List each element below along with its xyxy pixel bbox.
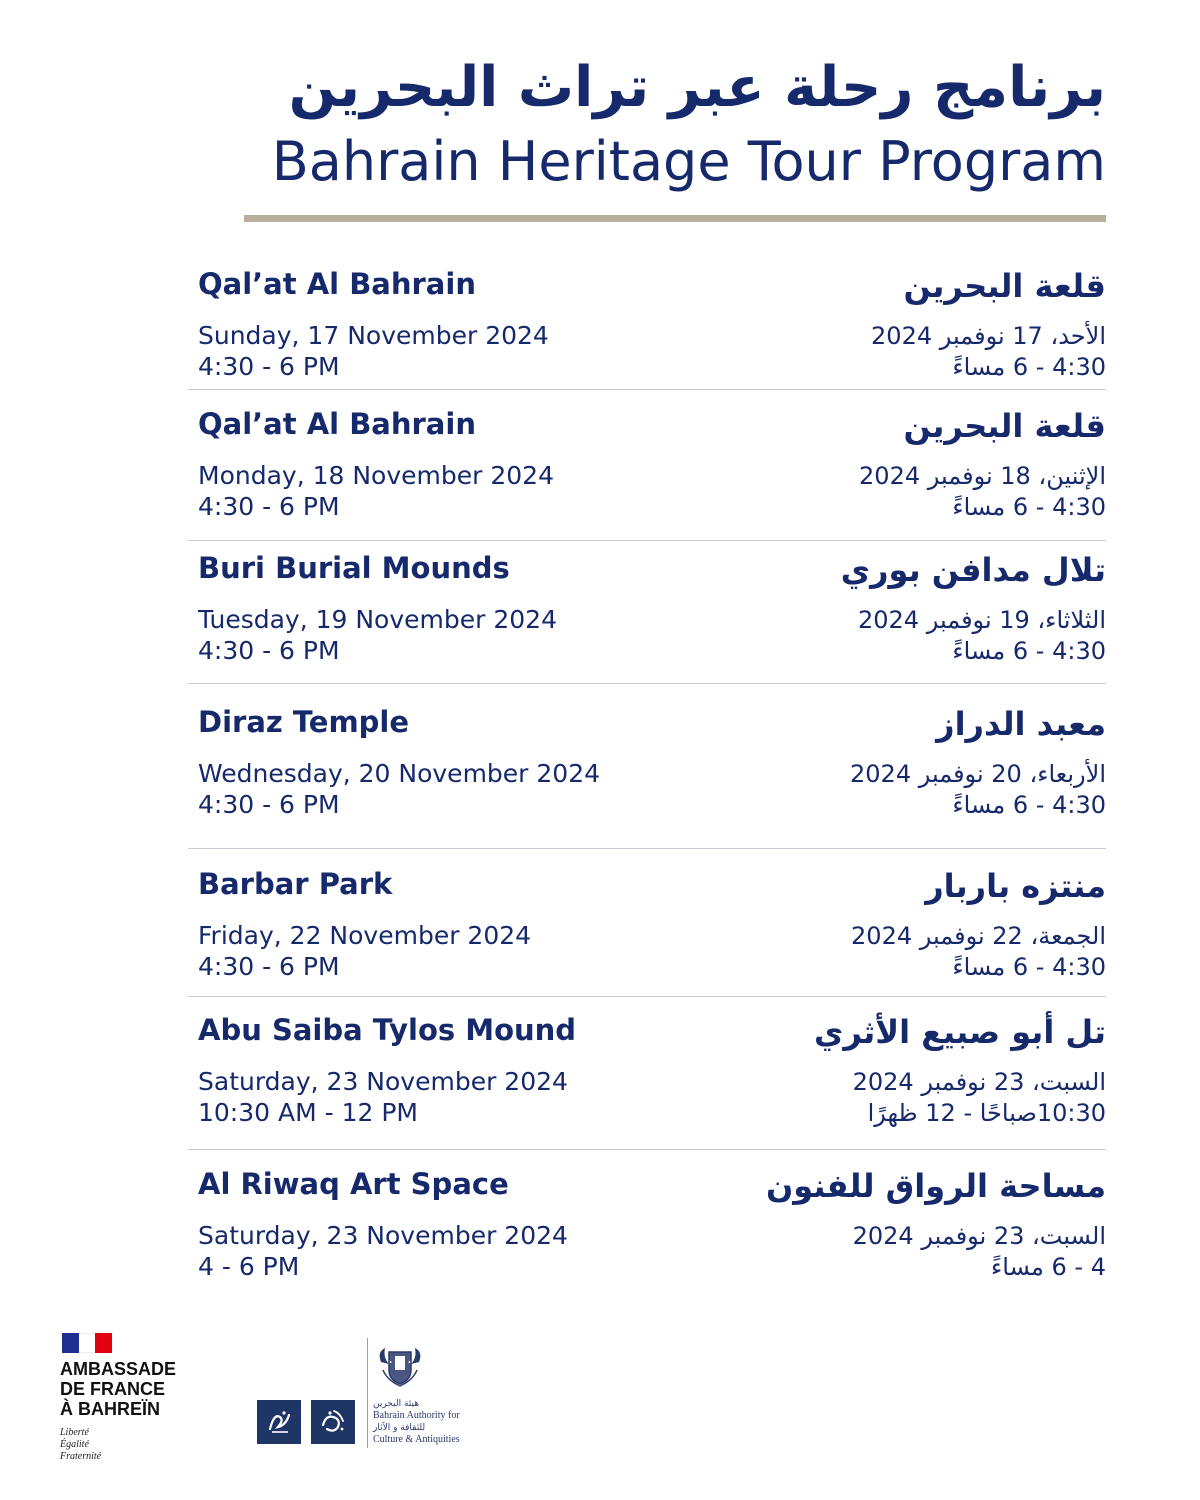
event-name-en: Qal’at Al Bahrain [198,407,476,441]
event-name-en: Diraz Temple [198,705,410,739]
event-time-ar: 4:30 - 6 مساءً [952,953,1106,981]
event-time-ar: 4:30 - 6 مساءً [952,791,1106,819]
event-date-ar: السبت، 23 نوفمبر 2024 [852,1068,1106,1096]
event-name-ar: مساحة الرواق للفنون [765,1167,1106,1205]
baca-name-ar-1: هيئة البحرين [373,1399,419,1409]
embassy-line-2: DE FRANCE [60,1379,166,1399]
event-date-en: Friday, 22 November 2024 [198,921,532,950]
event-name-ar: قلعة البحرين [903,407,1106,445]
page-title-english: Bahrain Heritage Tour Program [271,130,1106,193]
event-name-ar: قلعة البحرين [903,267,1106,305]
event-name-ar: منتزه باربار [925,867,1106,905]
event-time-en: 4:30 - 6 PM [198,352,340,381]
event-time-en: 10:30 AM - 12 PM [198,1098,418,1127]
event-name-en: Qal’at Al Bahrain [198,267,476,301]
event-name-en: Abu Saiba Tylos Mound [198,1013,577,1047]
event-time-en: 4:30 - 6 PM [198,492,340,521]
event-name-en: Barbar Park [198,867,393,901]
event-date-en: Tuesday, 19 November 2024 [198,605,557,634]
event-date-ar: الجمعة، 22 نوفمبر 2024 [851,922,1106,950]
french-flag-icon [62,1333,112,1353]
bahrain-emblem-icon [375,1340,483,1394]
motto-egalite: Égalité [60,1439,89,1450]
event-divider [188,1149,1106,1150]
event-divider [188,848,1106,849]
event-date-ar: الأربعاء، 20 نوفمبر 2024 [850,760,1106,788]
event-date-en: Saturday, 23 November 2024 [198,1067,568,1096]
event-name-ar: معبد الدراز [936,705,1106,743]
event-time-ar: 4 - 6 مساءً [991,1253,1106,1281]
calligraphy-logo-icon [257,1400,301,1444]
baca-name-ar-2: للثقافة و الآثار [373,1423,426,1433]
event-time-en: 4:30 - 6 PM [198,636,340,665]
calligraphy-logo-icon-2 [311,1400,355,1444]
baca-logo [373,1340,483,1446]
event-date-ar: السبت، 23 نوفمبر 2024 [852,1222,1106,1250]
event-time-ar: 4:30 - 6 مساءً [952,353,1106,381]
title-underline [244,215,1106,222]
embassy-line-3: À BAHREÏN [60,1399,161,1419]
motto-liberte: Liberté [60,1427,89,1438]
event-date-en: Saturday, 23 November 2024 [198,1221,568,1250]
event-time-en: 4:30 - 6 PM [198,952,340,981]
baca-name-en-2: Culture & Antiquities [373,1434,460,1445]
event-date-en: Monday, 18 November 2024 [198,461,554,490]
page-title-arabic: برنامج رحلة عبر تراث البحرين [288,55,1106,120]
logo-separator [367,1338,368,1448]
event-date-en: Sunday, 17 November 2024 [198,321,549,350]
event-date-ar: الأحد، 17 نوفمبر 2024 [871,322,1106,350]
event-date-ar: الإثنين، 18 نوفمبر 2024 [859,462,1106,490]
event-name-en: Buri Burial Mounds [198,551,510,585]
motto-fraternite: Fraternité [60,1451,102,1462]
event-divider [188,540,1106,541]
event-name-ar: تل أبو صبيع الأثري [814,1013,1106,1051]
republic-motto [60,1427,200,1463]
event-time-ar: 4:30 - 6 مساءً [952,493,1106,521]
event-time-en: 4 - 6 PM [198,1252,300,1281]
event-divider [188,683,1106,684]
event-date-ar: الثلاثاء، 19 نوفمبر 2024 [858,606,1106,634]
event-name-ar: تلال مدافن بوري [840,551,1106,589]
event-divider [188,389,1106,390]
event-time-ar: 10:30صباحًا - 12 ظهرًا [867,1099,1106,1127]
event-time-en: 4:30 - 6 PM [198,790,340,819]
event-divider [188,996,1106,997]
event-date-en: Wednesday, 20 November 2024 [198,759,601,788]
event-name-en: Al Riwaq Art Space [198,1167,509,1201]
france-embassy-logo [60,1333,200,1463]
baca-name-en-1: Bahrain Authority for [373,1410,460,1421]
event-time-ar: 4:30 - 6 مساءً [952,637,1106,665]
embassy-line-1: AMBASSADE [60,1359,177,1379]
